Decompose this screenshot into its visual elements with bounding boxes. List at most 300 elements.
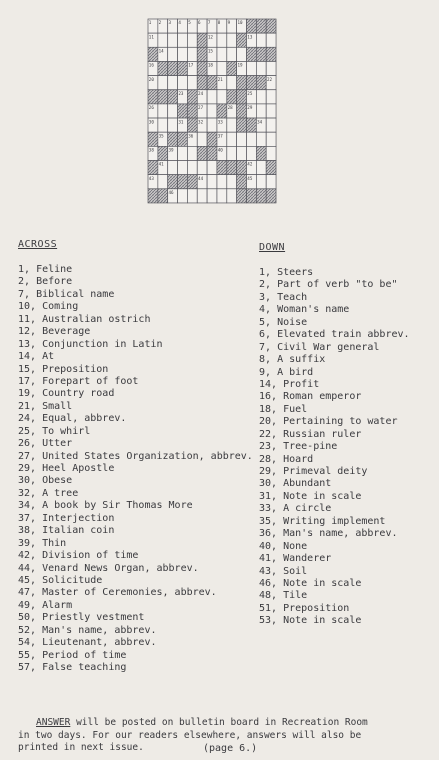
grid-cell-number: 33 [217,119,223,125]
grid-cell [168,47,178,61]
grid-block-cell [207,132,217,146]
down-clue-number: 14, [259,378,278,390]
across-clue-text: Conjunction in Latin [42,338,163,350]
down-clue-text: Note in scale [283,577,362,589]
grid-cell [227,146,237,160]
across-clue-text: Beverage [42,326,91,338]
grid-cell [227,33,237,47]
grid-block-cell [237,175,247,189]
across-clue [18,326,253,338]
across-clue-number: 14, [18,351,37,363]
grid-cell-number: 22 [267,76,273,82]
grid-cell [197,189,207,203]
down-clue [259,528,410,540]
grid-cell [187,76,197,90]
grid-cell-number: 46 [168,190,174,195]
grid-cell-number: 24 [198,90,204,96]
grid-block-cell [187,175,197,189]
across-clue-text: Period of time [42,649,127,661]
grid-block-cell [168,175,178,189]
grid-cell [178,33,188,47]
down-clue-number: 22, [259,428,278,440]
grid-cell [158,175,168,189]
grid-block-cell [237,76,247,90]
down-clue [259,590,410,602]
grid-cell-number: 23 [178,90,184,96]
grid-cell [247,146,257,160]
grid-cell [207,104,217,118]
grid-cell [187,33,197,47]
across-clue-number: 45, [18,574,37,586]
grid-cell-number: 28 [227,105,233,111]
down-clue-number: 53, [259,615,278,627]
grid-cell [256,90,266,104]
grid-cell [178,161,188,175]
across-clue [18,600,253,612]
across-clue [18,314,253,326]
down-clue [259,304,410,316]
grid-cell-number: 35 [158,133,164,139]
across-clue-text: Australian ostrich [42,313,151,325]
across-clue-number: 42, [18,550,37,562]
grid-cell-number: 8 [217,20,221,26]
across-clue-number: 47, [18,587,37,599]
across-clue [18,475,253,487]
grid-block-cell [237,104,247,118]
down-clue-text: Abundant [283,478,332,490]
grid-block-cell [187,90,197,104]
down-clue-number: 1, [259,267,272,278]
across-clue-number: 38, [18,525,37,537]
down-clue-number: 5, [259,316,272,328]
grid-block-cell [247,19,257,33]
down-clue-text: Note in scale [283,490,362,502]
grid-cell [168,118,178,132]
grid-cell [217,175,227,189]
down-clue-number: 20, [259,416,278,428]
grid-cell [217,47,227,61]
down-clue [259,454,410,466]
grid-cell [237,132,247,146]
across-clue-number: 34, [18,500,37,512]
across-clue-text: Alarm [42,599,73,611]
down-clue [259,317,410,329]
grid-cell-number: 34 [257,119,263,125]
grid-cell [187,146,197,160]
grid-block-cell [158,90,168,104]
grid-cell [256,33,266,47]
grid-cell [168,161,178,175]
down-clue-text: Part of verb "to be" [277,279,398,291]
grid-block-cell [148,189,158,203]
grid-cell-number: 4 [178,20,181,26]
grid-cell-number: 43 [148,175,154,181]
down-clue [259,491,410,503]
down-clue-text: Note in scale [283,615,362,627]
grid-cell [227,132,237,146]
grid-block-cell [148,90,158,104]
grid-cell-number: 20 [148,76,154,82]
grid-cell [168,76,178,90]
grid-cell [237,47,247,61]
grid-cell [237,146,247,160]
grid-block-cell [168,132,178,146]
grid-block-cell [187,104,197,118]
grid-cell [227,189,237,203]
down-clue [259,578,410,590]
grid-block-cell [247,76,257,90]
across-clue [18,563,253,575]
across-clue [18,264,253,276]
grid-cell [158,118,168,132]
grid-block-cell [178,132,188,146]
down-clue-number: 48, [259,590,278,602]
down-clue-number: 46, [259,577,278,589]
across-clue [18,438,253,450]
across-clue [18,301,253,313]
down-clue-number: 6, [259,329,272,341]
across-clue-number: 32, [18,487,37,499]
down-clue-text: Noise [277,316,308,328]
grid-block-cell [197,47,207,61]
grid-block-cell [237,189,247,203]
grid-cell [207,90,217,104]
grid-cell-number: 15 [207,48,213,54]
across-clue-number: 37, [18,512,37,524]
down-clue [259,541,410,553]
down-clue [259,342,410,354]
across-clue-text: Heel Apostle [42,463,115,474]
across-clue-text: Coming [42,301,79,313]
across-clue-text: Feline [36,264,73,275]
grid-cell-number: 19 [237,62,243,68]
across-clue-number: 24, [18,413,37,425]
down-clue-number: 4, [259,304,272,316]
grid-block-cell [148,132,158,146]
down-clue [259,466,410,478]
across-clue [18,637,253,649]
grid-cell-number: 2 [158,20,162,26]
down-clue [259,566,410,578]
across-clue-number: 49, [18,599,37,611]
grid-cell [158,104,168,118]
down-clue [259,279,410,291]
down-clue-text: Teach [277,291,308,303]
grid-block-cell [266,161,276,175]
across-clue-text: To whirl [42,425,91,437]
footer-line-3: printed in next issue. [18,742,144,753]
across-clue [18,500,253,512]
grid-block-cell [247,189,257,203]
grid-cell-number: 40 [217,147,223,153]
grid-cell [168,104,178,118]
grid-cell-number: 29 [247,105,253,111]
across-clue-number: 10, [18,301,37,313]
across-clue-text: Venard News Organ, abbrev. [42,562,199,574]
down-clue-number: 43, [259,565,278,577]
grid-cell-number: 16 [148,62,154,68]
across-clue-text: Lieutenant, abbrev. [42,637,157,649]
grid-block-cell [266,19,276,33]
grid-cell-number: 31 [178,119,184,125]
across-clue-text: Priestly vestment [42,612,145,624]
grid-block-cell [178,175,188,189]
across-clue [18,538,253,550]
down-clue [259,267,410,279]
down-clue [259,416,410,428]
grid-cell-number: 18 [207,62,213,68]
grid-cell [256,132,266,146]
down-clue-text: A bird [277,366,314,378]
grid-block-cell [217,161,227,175]
footer-line-1: will be posted on bulletin board in Recreation Room [76,717,368,728]
across-clue-text: Preposition [42,363,109,375]
grid-cell [178,189,188,203]
across-clue [18,451,253,463]
grid-cell [217,61,227,75]
across-clue-text: Division of time [42,550,139,562]
grid-block-cell [178,104,188,118]
across-clue-text: Small [42,400,73,412]
grid-cell [207,175,217,189]
grid-cell [207,118,217,132]
across-clue-text: Equal, abbrev. [42,413,127,425]
across-clue-text: Forepart of foot [42,375,139,387]
across-clue-number: 12, [18,326,37,338]
down-clue-number: 31, [259,490,278,502]
grid-cell [266,132,276,146]
page-number: (page 6.) [203,743,258,754]
down-clue-text: Steers [277,267,314,278]
across-clue-number: 52, [18,624,37,636]
down-clue-text: Roman emperor [283,391,362,403]
across-clue-number: 11, [18,313,37,325]
across-clue-text: False teaching [42,662,127,673]
grid-cell-number: 10 [237,20,243,26]
crossword-grid-svg [147,18,277,204]
across-clue [18,488,253,500]
across-clue [18,463,253,475]
grid-block-cell [148,161,158,175]
across-clue-number: 55, [18,649,37,661]
across-clue-text: United States Organization, abbrev. [42,450,253,462]
across-clue-number: 29, [18,463,37,474]
grid-cell [247,61,257,75]
grid-cell-number: 39 [168,147,174,153]
grid-cell [256,175,266,189]
across-clue-text: At [42,351,55,363]
across-clue [18,289,253,301]
across-clue [18,625,253,637]
across-clue-text: Utter [42,438,73,450]
across-clue-number: 2, [18,276,31,288]
grid-block-cell [237,33,247,47]
grid-cell-number: 38 [148,147,154,153]
down-clue [259,441,410,453]
grid-cell [227,118,237,132]
down-clue-text: A suffix [277,354,326,366]
footer-line-2: in two days. For our readers elsewhere, answers will also be [18,729,362,741]
down-clue-number: 9, [259,366,272,378]
down-clue [259,354,410,366]
across-clue-text: Man's name, abbrev. [42,624,157,636]
across-clue [18,351,253,363]
across-clue [18,650,253,662]
down-clue [259,429,410,441]
across-clue [18,376,253,388]
across-clue-number: 25, [18,425,37,437]
grid-block-cell [227,90,237,104]
across-clue-number: 44, [18,562,37,574]
grid-block-cell [197,76,207,90]
down-clue-text: Fuel [283,403,308,415]
grid-block-cell [207,146,217,160]
grid-cell-number: 9 [227,20,231,26]
down-clue-text: Russian ruler [283,428,362,440]
down-clue-number: 8, [259,354,272,366]
down-clue-text: Civil War general [277,341,380,353]
down-clue [259,391,410,403]
down-clue [259,516,410,528]
down-clue-number: 51, [259,602,278,614]
down-clue-number: 7, [259,341,272,353]
across-clue-text: Country road [42,388,115,400]
across-clue-number: 17, [18,375,37,387]
grid-cell-number: 25 [247,90,253,96]
down-clue-number: 41, [259,553,278,565]
down-clue-text: Man's name, abbrev. [283,528,398,540]
grid-block-cell [256,76,266,90]
across-clue-text: Thin [42,537,67,549]
down-clue [259,367,410,379]
grid-cell [207,161,217,175]
down-clue-number: 18, [259,403,278,415]
grid-cell-number: 1 [148,20,152,26]
grid-block-cell [217,104,227,118]
grid-cell-number: 14 [158,48,164,54]
down-clue-text: Hoard [283,453,314,465]
down-clue [259,478,410,490]
down-clue-number: 2, [259,279,272,291]
grid-block-cell [148,47,158,61]
across-clue [18,587,253,599]
grid-cell-number: 30 [148,119,154,125]
grid-block-cell [168,90,178,104]
grid-block-cell [266,189,276,203]
grid-block-cell [187,118,197,132]
grid-cell [217,90,227,104]
across-clue-text: A tree [42,487,79,499]
across-clue-text: Obese [42,475,73,487]
across-clue-number: 19, [18,388,37,400]
grid-cell [178,47,188,61]
down-heading: DOWN [259,242,286,253]
down-clue-text: Tree-pine [283,441,338,453]
down-clue-number: 29, [259,466,278,477]
down-clue [259,404,410,416]
grid-block-cell [197,146,207,160]
grid-block-cell [158,189,168,203]
grid-cell-number: 32 [198,119,204,125]
down-clue-number: 30, [259,478,278,490]
grid-cell [266,33,276,47]
grid-cell [227,47,237,61]
across-clue-text: Biblical name [36,288,115,300]
grid-cell [256,104,266,118]
grid-block-cell [256,47,266,61]
across-clue-number: 1, [18,264,31,275]
across-clue-number: 15, [18,363,37,375]
grid-cell-number: 5 [188,20,191,26]
grid-block-cell [227,161,237,175]
grid-cell [266,90,276,104]
grid-cell [187,47,197,61]
grid-cell [158,33,168,47]
across-clue-text: Italian coin [42,525,115,537]
grid-cell [266,61,276,75]
grid-block-cell [237,161,247,175]
down-clue-text: Soil [283,565,308,577]
across-clue [18,388,253,400]
across-clue [18,339,253,351]
answer-word: ANSWER [36,717,71,728]
across-clue-number: 50, [18,612,37,624]
grid-cell-number: 26 [148,105,154,111]
down-clue [259,553,410,565]
grid-block-cell [197,33,207,47]
grid-cell [197,132,207,146]
down-clue-number: 28, [259,453,278,465]
grid-cell-number: 37 [217,133,223,139]
crossword-grid [147,18,277,204]
across-clue [18,276,253,288]
grid-block-cell [227,61,237,75]
grid-cell [247,132,257,146]
grid-block-cell [256,146,266,160]
grid-cell-number: 21 [217,76,223,82]
down-clue [259,503,410,515]
down-clue-text: A circle [283,503,332,515]
grid-cell-number: 36 [188,133,194,139]
grid-cell [227,175,237,189]
grid-block-cell [247,47,257,61]
down-clue-number: 3, [259,291,272,303]
grid-block-cell [256,189,266,203]
grid-cell [178,146,188,160]
grid-block-cell [266,47,276,61]
across-clue [18,550,253,562]
grid-cell [266,104,276,118]
grid-cell-number: 12 [207,34,213,40]
grid-cell-number: 42 [247,161,253,167]
across-clue [18,401,253,413]
grid-cell [168,33,178,47]
across-clue-text: Interjection [42,512,115,524]
grid-block-cell [207,76,217,90]
down-clue [259,292,410,304]
across-clue-number: 30, [18,475,37,487]
down-clue-number: 35, [259,515,278,527]
across-clue-list [18,264,253,674]
across-clue-number: 27, [18,450,37,462]
grid-cell-number: 3 [168,20,172,26]
down-clue-text: Pertaining to water [283,416,398,428]
down-clue-number: 23, [259,441,278,453]
grid-cell [187,189,197,203]
grid-cell [217,33,227,47]
grid-cell [266,175,276,189]
across-clue-number: 54, [18,637,37,649]
